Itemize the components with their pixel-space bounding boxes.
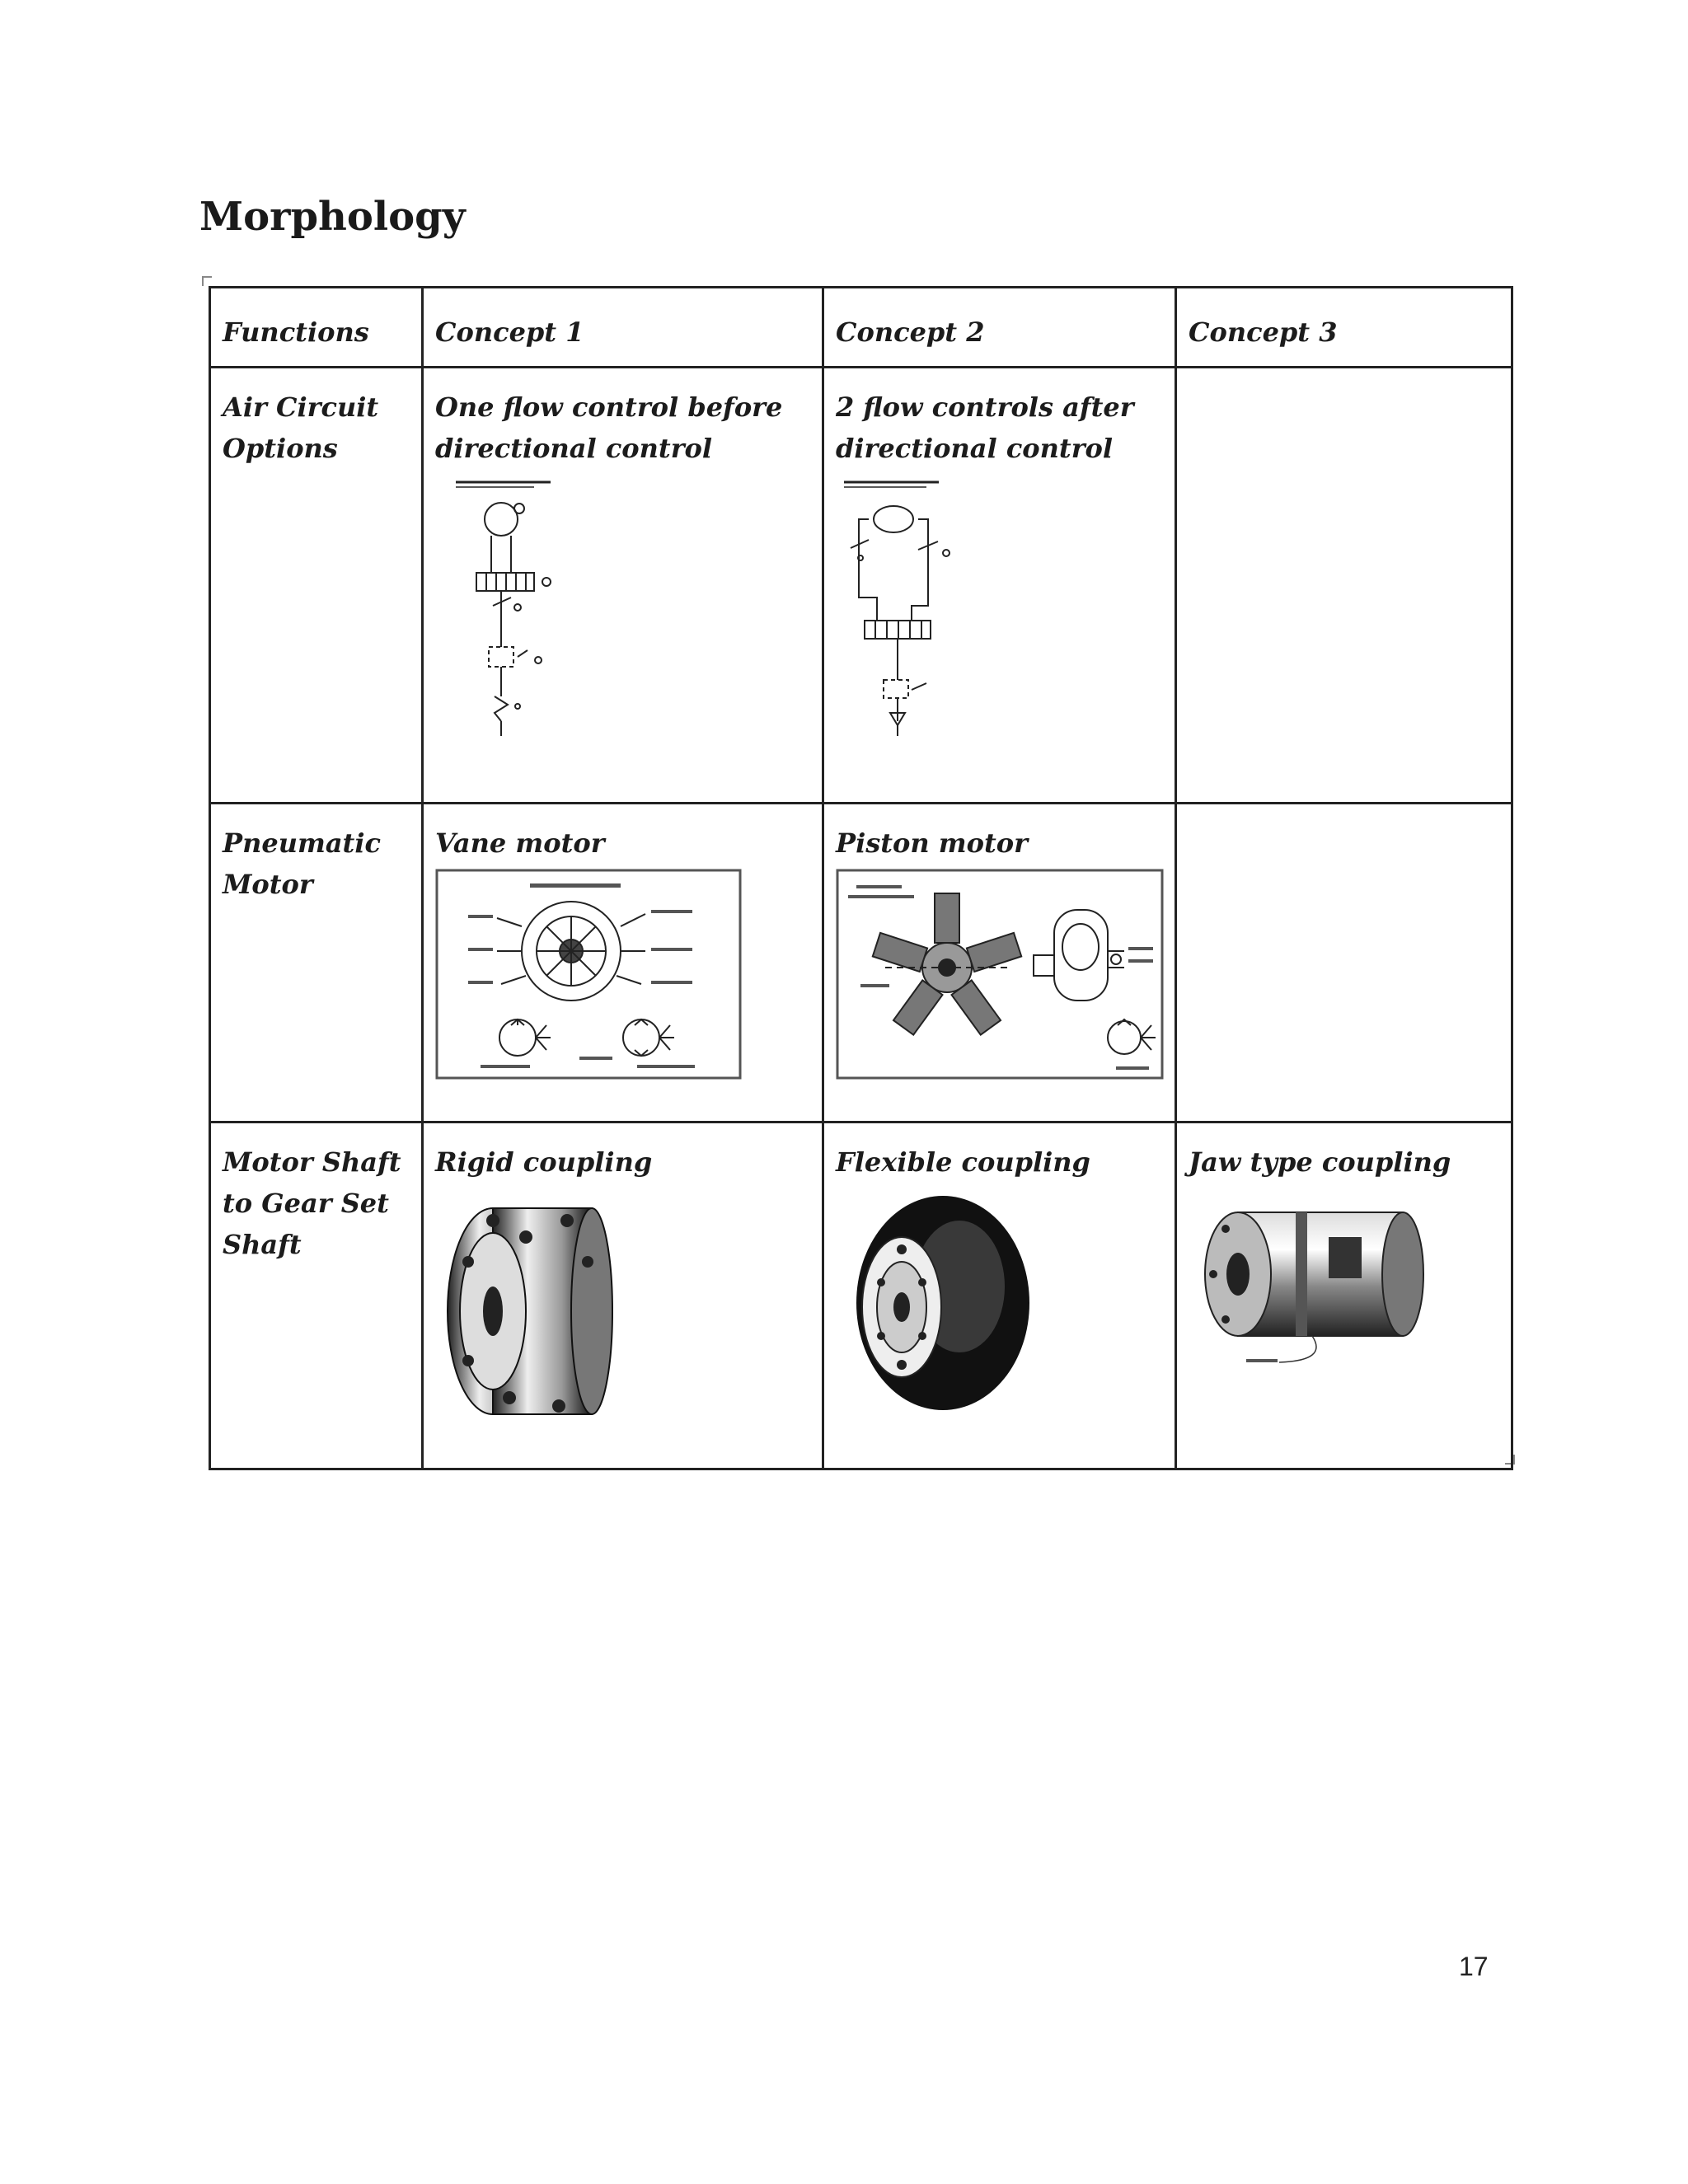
header-concept-3: Concept 3 [1176, 288, 1512, 368]
concept-3-cell [1176, 804, 1512, 1122]
table-anchor-mark [202, 276, 212, 286]
header-functions: Functions [210, 288, 423, 368]
concept-label: One flow control before directional control [435, 391, 783, 464]
function-label: Motor Shaft to Gear Set Shaft [223, 1146, 401, 1260]
function-label: Pneumatic Motor [223, 827, 381, 900]
vane-motor-diagram-icon [435, 869, 809, 1091]
concept-label: Flexible coupling [836, 1146, 1090, 1178]
table-header-row [210, 288, 1512, 368]
concept-1-cell [423, 804, 823, 1122]
morphology-table [209, 286, 1513, 1470]
concept-label: Vane motor [435, 827, 605, 859]
concept-label: 2 flow controls after directional control [836, 391, 1134, 464]
concept-label: Piston motor [836, 827, 1028, 859]
rigid-coupling-icon [435, 1188, 809, 1438]
page-title: Morphology [199, 194, 466, 240]
piston-motor-diagram-icon [836, 869, 1161, 1091]
flexible-coupling-icon [836, 1188, 1161, 1438]
concept-2-cell [823, 804, 1176, 1122]
jaw-coupling-icon [1189, 1188, 1498, 1389]
function-cell [210, 1122, 423, 1469]
table-row [210, 804, 1512, 1122]
concept-label: Rigid coupling [435, 1146, 653, 1178]
air-circuit-sketch-icon [836, 474, 1161, 749]
concept-2-cell [823, 368, 1176, 804]
concept-3-cell [1176, 368, 1512, 804]
table-row [210, 368, 1512, 804]
concept-1-cell [423, 1122, 823, 1469]
function-cell [210, 368, 423, 804]
function-label: Air Circuit Options [223, 391, 379, 464]
air-circuit-sketch-icon [435, 474, 809, 749]
concept-2-cell [823, 1122, 1176, 1469]
header-concept-2: Concept 2 [823, 288, 1176, 368]
concept-1-cell [423, 368, 823, 804]
function-cell [210, 804, 423, 1122]
concept-label: Jaw type coupling [1189, 1146, 1451, 1178]
concept-3-cell [1176, 1122, 1512, 1469]
table-row [210, 1122, 1512, 1469]
header-concept-1: Concept 1 [423, 288, 823, 368]
page-number: 17 [1459, 1952, 1489, 1981]
